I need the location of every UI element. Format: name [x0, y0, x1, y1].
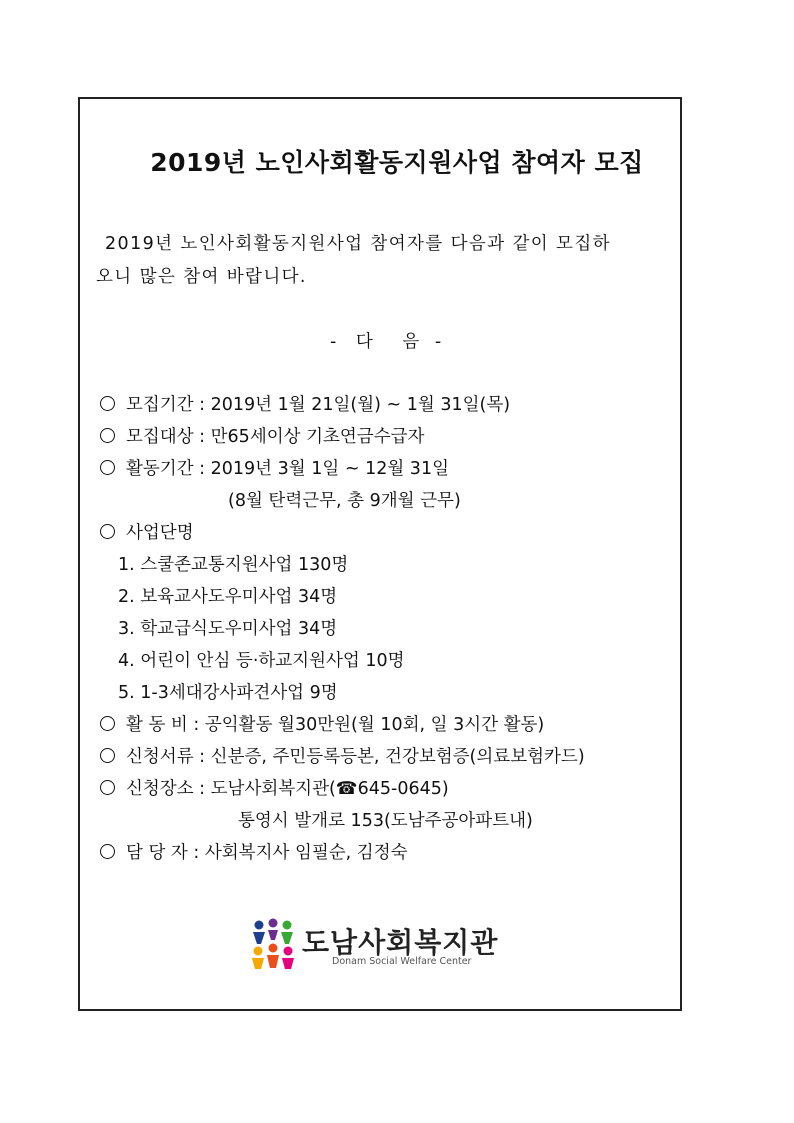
bullet-circle-icon: [100, 716, 115, 731]
logo-name: 도남사회복지관: [302, 926, 499, 959]
project-item: 5. 1-3세대강사파견사업 9명: [118, 683, 338, 703]
list-item-activity-period: [100, 457, 449, 481]
bullet-circle-icon: [100, 460, 115, 475]
cost-text: 활 동 비 : 공익활동 월30만원(월 10회, 일 3시간 활동): [126, 715, 545, 735]
contact-text: 담 당 자 : 사회복지사 임필순, 김정숙: [126, 843, 408, 863]
heading-text-1: 다: [355, 332, 374, 352]
project-item: 3. 학교급식도우미사업 34명: [118, 619, 338, 639]
section-heading: [330, 328, 442, 353]
bullet-circle-icon: [100, 780, 115, 795]
bullet-circle-icon: [100, 428, 115, 443]
bullet-circle-icon: [100, 396, 115, 411]
place-address: 통영시 발개로 153(도남주공아파트내): [238, 811, 533, 831]
document-title: 2019년 노인사회활동지원사업 참여자 모집: [150, 148, 644, 177]
period-text: 모집기간 : 2019년 1월 21일(월) ~ 1월 31일(목): [126, 395, 511, 415]
bullet-circle-icon: [100, 524, 115, 539]
intro-paragraph: [96, 228, 676, 294]
list-item-contact: [100, 841, 408, 865]
heading-text-2: 음: [402, 332, 421, 352]
target-text: 모집대상 : 만65세이상 기초연금수급자: [126, 427, 425, 447]
organization-logo: [250, 918, 510, 974]
list-item-documents: [100, 745, 585, 769]
list-item-projects: [100, 521, 194, 545]
bullet-circle-icon: [100, 748, 115, 763]
project-item: 1. 스쿨존교통지원사업 130명: [118, 555, 349, 575]
projects-heading-text: 사업단명: [126, 523, 194, 543]
project-item: 2. 보육교사도우미사업 34명: [118, 587, 338, 607]
list-item-target: [100, 425, 424, 449]
project-item: 4. 어린이 안심 등·하교지원사업 10명: [118, 651, 405, 671]
logo-subtitle: Donam Social Welfare Center: [332, 956, 472, 967]
intro-line-2: 오니 많은 참여 바랍니다.: [96, 267, 307, 287]
heading-left-dash: -: [330, 332, 338, 352]
list-item-period: [100, 393, 510, 417]
bullet-circle-icon: [100, 844, 115, 859]
place-text: 신청장소 : 도남사회복지관(☎645-0645): [126, 779, 449, 799]
intro-line-1: 2019년 노인사회활동지원사업 참여자를 다음과 같이 모집하: [105, 234, 611, 254]
activity-note: (8월 탄력근무, 총 9개월 근무): [228, 491, 461, 511]
list-item-cost: [100, 713, 544, 737]
activity-period-text: 활동기간 : 2019년 3월 1일 ~ 12월 31일: [126, 459, 449, 479]
list-item-place: [100, 777, 449, 801]
heading-right-dash: -: [434, 332, 443, 352]
people-circle-logo-icon: [250, 918, 296, 970]
documents-text: 신청서류 : 신분증, 주민등록등본, 건강보험증(의료보험카드): [126, 747, 585, 767]
